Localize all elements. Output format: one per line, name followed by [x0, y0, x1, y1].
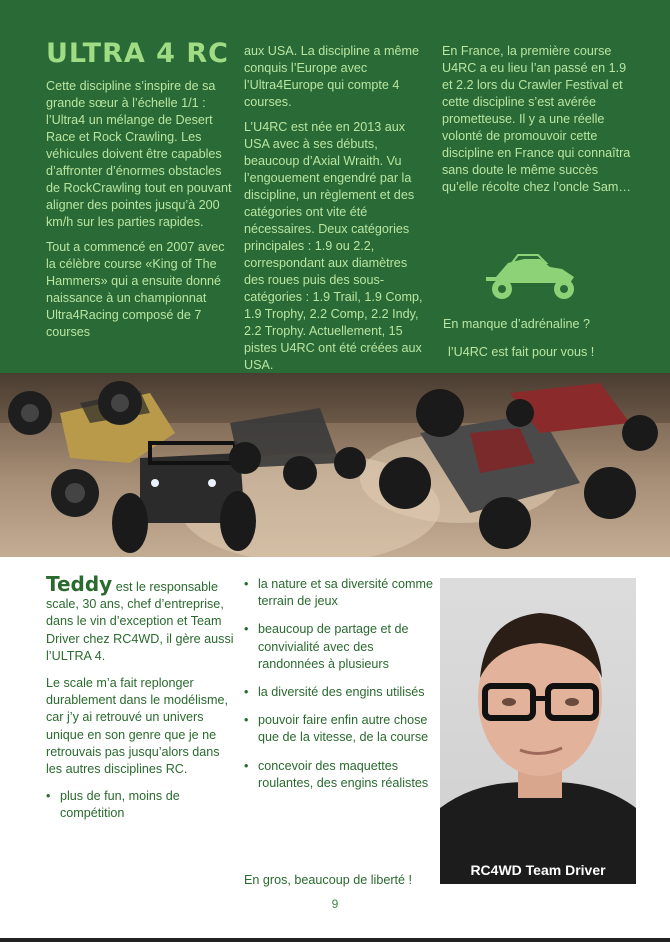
bullet-list	[244, 576, 436, 792]
rc-trucks-illustration	[0, 373, 670, 557]
bullet-list-left	[46, 788, 234, 822]
col3-paragraph-1: En France, la première course U4RC a eu lieu l’an passé en 1.9 et 2.2 lors du Crawler Festival et cette discipline s’est avérée prometteuse. Il y a une réelle volonté de promouvoir cette discipline en France qui connaîtra sans doute le même succès qu’elle récolte chez l’oncle Sam…	[442, 44, 631, 194]
u4rc-tagline: l’U4RC est fait pour vous !	[448, 345, 595, 359]
crawlers-photo	[0, 373, 670, 557]
list-item: • la diversité des engins utilisés	[244, 684, 436, 701]
closing-line: En gros, beaucoup de liberté !	[244, 873, 413, 887]
col2-paragraph-2: L’U4RC est née en 2013 aux USA avec à ses débuts, beaucoup d’Axial Wraith. Vu l’engouement engendré par la discipline, un règlement et des catégories ont vite été nécessaires. Deux catégories principales : 1.9 ou 2.2, correspondant aux diamètres des roues puis des sous-catégories : 1.9 Trail, 1.9 Comp, 1.9 Trophy, 2.2 Comp, 2.2 Indy, 2.2 Trophy. Actuellement, 15 pistes U4RC ont été créées aux USA.	[244, 120, 423, 372]
teddy-column	[46, 572, 234, 834]
teddy-intro-text: est le responsable scale, 30 ans, chef d’entreprise, dans le vin d’exception et Team Driver chez RC4WD, il gère aussi l’ULTRA 4.	[46, 580, 234, 663]
column-3	[442, 43, 632, 204]
page-number: 9	[331, 897, 339, 911]
teddy-intro	[46, 572, 234, 665]
column-2	[244, 43, 430, 382]
col1-paragraph-2: Tout a commencé en 2007 avec la célèbre course «King of The Hammers» qui a ensuite donné naissance à un championnat Ultra4Racing composé de 7 courses	[46, 240, 225, 339]
col2-paragraph-1: aux USA. La discipline a même conquis l’Europe avec l’Ultra4Europe qui compte 4 courses.	[244, 44, 419, 109]
list-item: • beaucoup de partage et de convivialité avec des randonnées à plusieurs	[244, 621, 436, 673]
header-section	[0, 0, 670, 373]
list-item: • plus de fun, moins de compétition	[46, 788, 234, 822]
teddy-portrait	[440, 578, 636, 884]
adrenaline-question: En manque d’adrénaline ?	[443, 317, 591, 331]
list-item: • pouvoir faire enfin autre chose que de la vitesse, de la course	[244, 712, 436, 746]
bottom-rule	[0, 938, 670, 942]
buggy-icon	[478, 253, 588, 301]
page-title: ULTRA 4 RC	[46, 38, 229, 69]
col1-paragraph-1: Cette discipline s’inspire de sa grande sœur à l’échelle 1/1 : l’Ultra4 un mélange de Desert Race et Rock Crawling. Les véhicules doivent être capables d’affronter d’énormes obstacles de RockCrawling tout en pouvant aligner des pointes jusqu’à 200 km/h sur les parties rapides.	[46, 79, 232, 229]
list-item: • la nature et sa diversité comme terrain de jeux	[244, 576, 436, 610]
bullets-column	[244, 576, 436, 803]
teddy-paragraph-2: Le scale m’a fait replonger durablement dans le modélisme, car j’y ai retrouvé un univers unique en son genre que je ne retrouvais pas jusqu’alors dans les autres disciplines RC.	[46, 676, 229, 777]
column-1	[46, 78, 232, 349]
portrait-illustration	[440, 578, 636, 884]
list-item: • concevoir des maquettes roulantes, des engins réalistes	[244, 758, 436, 792]
teddy-name: Teddy	[46, 572, 113, 596]
portrait-caption: RC4WD Team Driver	[470, 862, 606, 878]
